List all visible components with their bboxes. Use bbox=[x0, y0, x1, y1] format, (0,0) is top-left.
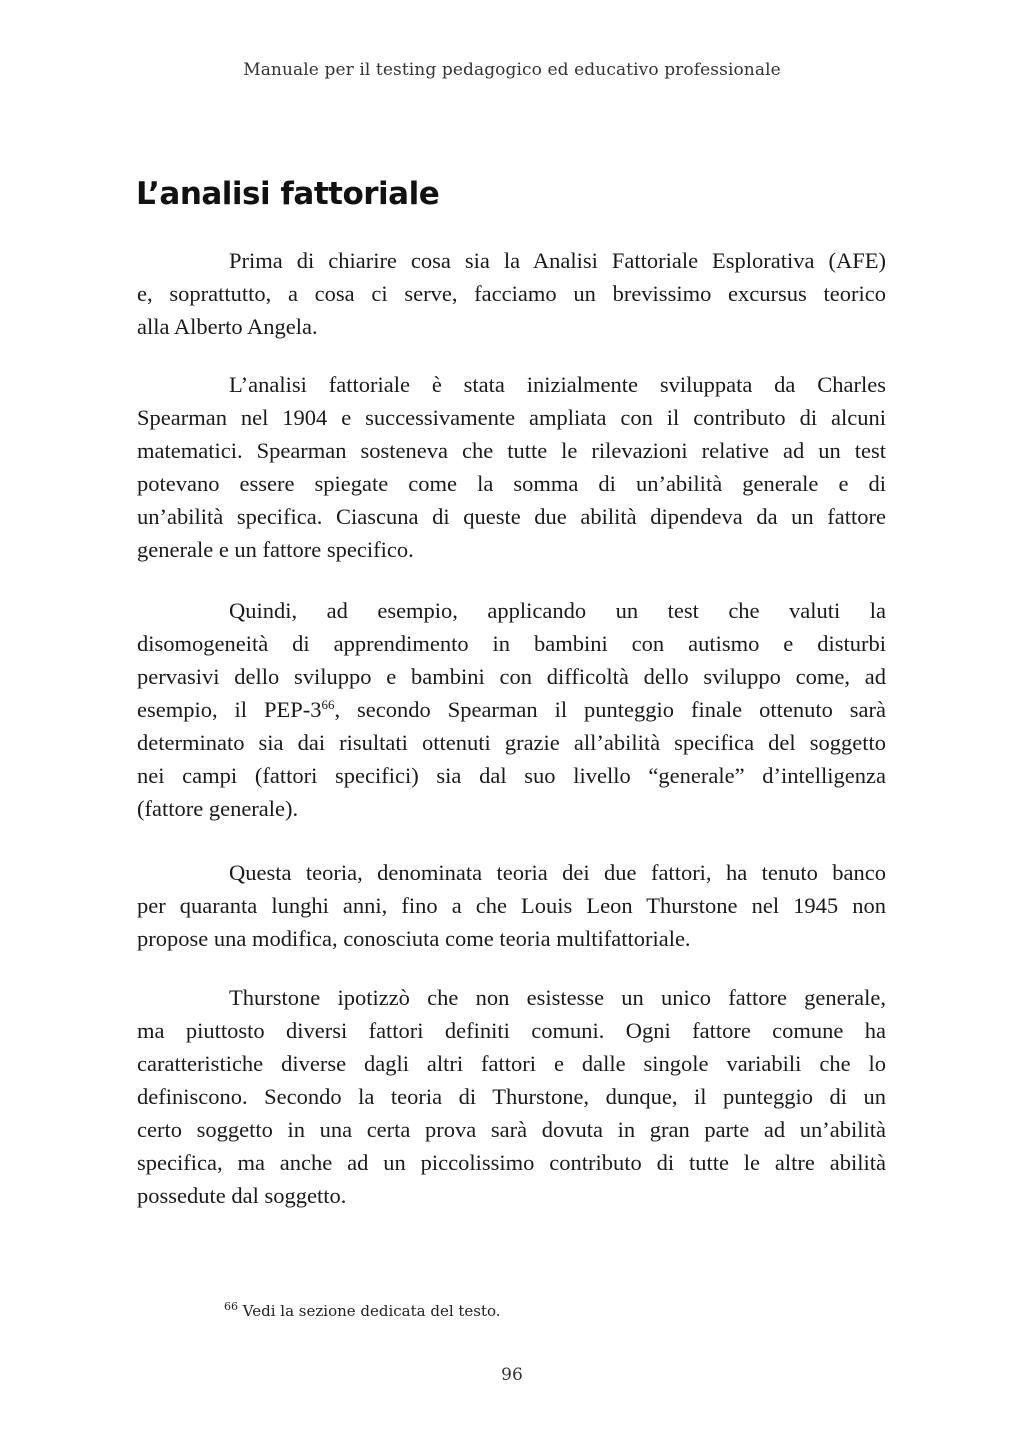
text-line: possedute dal soggetto. bbox=[137, 1183, 347, 1208]
text-line: potevano essere spiegate come la somma di un’abilità generale e di bbox=[137, 471, 886, 496]
text-fragment: , secondo Spearman il punteggio finale ottenuto sarà bbox=[334, 697, 886, 722]
text-line: Quindi, ad esempio, applicando un test che valuti la bbox=[229, 598, 886, 623]
paragraph-3 bbox=[137, 594, 886, 825]
paragraph-4 bbox=[137, 856, 886, 955]
text-line: specifica, ma anche ad un piccolissimo contributo di tutte le altre abilità bbox=[137, 1150, 886, 1175]
text-line: generale e un fattore specifico. bbox=[137, 537, 414, 562]
text-line: matematici. Spearman sosteneva che tutte le rilevazioni relative ad un test bbox=[137, 438, 886, 463]
text-line: Questa teoria, denominata teoria dei due fattori, ha tenuto banco bbox=[229, 860, 886, 885]
text-line: un’abilità specifica. Ciascuna di queste due abilità dipendeva da un fattore bbox=[137, 504, 886, 529]
text-line: ma piuttosto diversi fattori definiti comuni. Ogni fattore comune ha bbox=[137, 1018, 886, 1043]
text-line: per quaranta lunghi anni, fino a che Louis Leon Thurstone nel 1945 non bbox=[137, 893, 886, 918]
text-line-with-footnote bbox=[137, 693, 886, 726]
running-header: Manuale per il testing pedagogico ed educativo professionale bbox=[243, 60, 781, 80]
paragraph-1 bbox=[137, 244, 886, 343]
text-line: nei campi (fattori specifici) sia dal suo livello “generale” d’intelligenza bbox=[137, 763, 886, 788]
text-fragment: esempio, il PEP-3 bbox=[137, 697, 322, 722]
text-line: pervasivi dello sviluppo e bambini con difficoltà dello sviluppo come, ad bbox=[137, 664, 886, 689]
text-line: Spearman nel 1904 e successivamente ampliata con il contributo di alcuni bbox=[137, 405, 886, 430]
footnote-text: Vedi la sezione dedicata del testo. bbox=[242, 1302, 501, 1320]
text-line: certo soggetto in una certa prova sarà dovuta in gran parte ad un’abilità bbox=[137, 1117, 886, 1142]
paragraph-2 bbox=[137, 368, 886, 566]
text-line: determinato sia dai risultati ottenuti grazie all’abilità specifica del soggetto bbox=[137, 730, 886, 755]
footnote-reference[interactable]: 66 bbox=[321, 697, 335, 712]
paragraph-5 bbox=[137, 981, 886, 1212]
text-line: propose una modifica, conosciuta come teoria multifattoriale. bbox=[137, 926, 691, 951]
text-line: alla Alberto Angela. bbox=[137, 314, 318, 339]
text-line: definiscono. Secondo la teoria di Thurstone, dunque, il punteggio di un bbox=[137, 1084, 886, 1109]
section-heading: L’analisi fattoriale bbox=[136, 176, 440, 212]
text-line: Prima di chiarire cosa sia la Analisi Fattoriale Esplorativa (AFE) bbox=[229, 248, 886, 273]
text-line: (fattore generale). bbox=[137, 796, 299, 821]
text-line: disomogeneità di apprendimento in bambini con autismo e disturbi bbox=[137, 631, 886, 656]
footnote bbox=[224, 1302, 501, 1320]
text-line: e, soprattutto, a cosa ci serve, facciamo un brevissimo excursus teorico bbox=[137, 281, 886, 306]
text-line: caratteristiche diverse dagli altri fattori e dalle singole variabili che lo bbox=[137, 1051, 886, 1076]
text-line: L’analisi fattoriale è stata inizialmente sviluppata da Charles bbox=[229, 372, 886, 397]
page-number: 96 bbox=[501, 1365, 523, 1385]
footnote-number: 66 bbox=[224, 1300, 238, 1313]
text-line: Thurstone ipotizzò che non esistesse un unico fattore generale, bbox=[229, 985, 886, 1010]
